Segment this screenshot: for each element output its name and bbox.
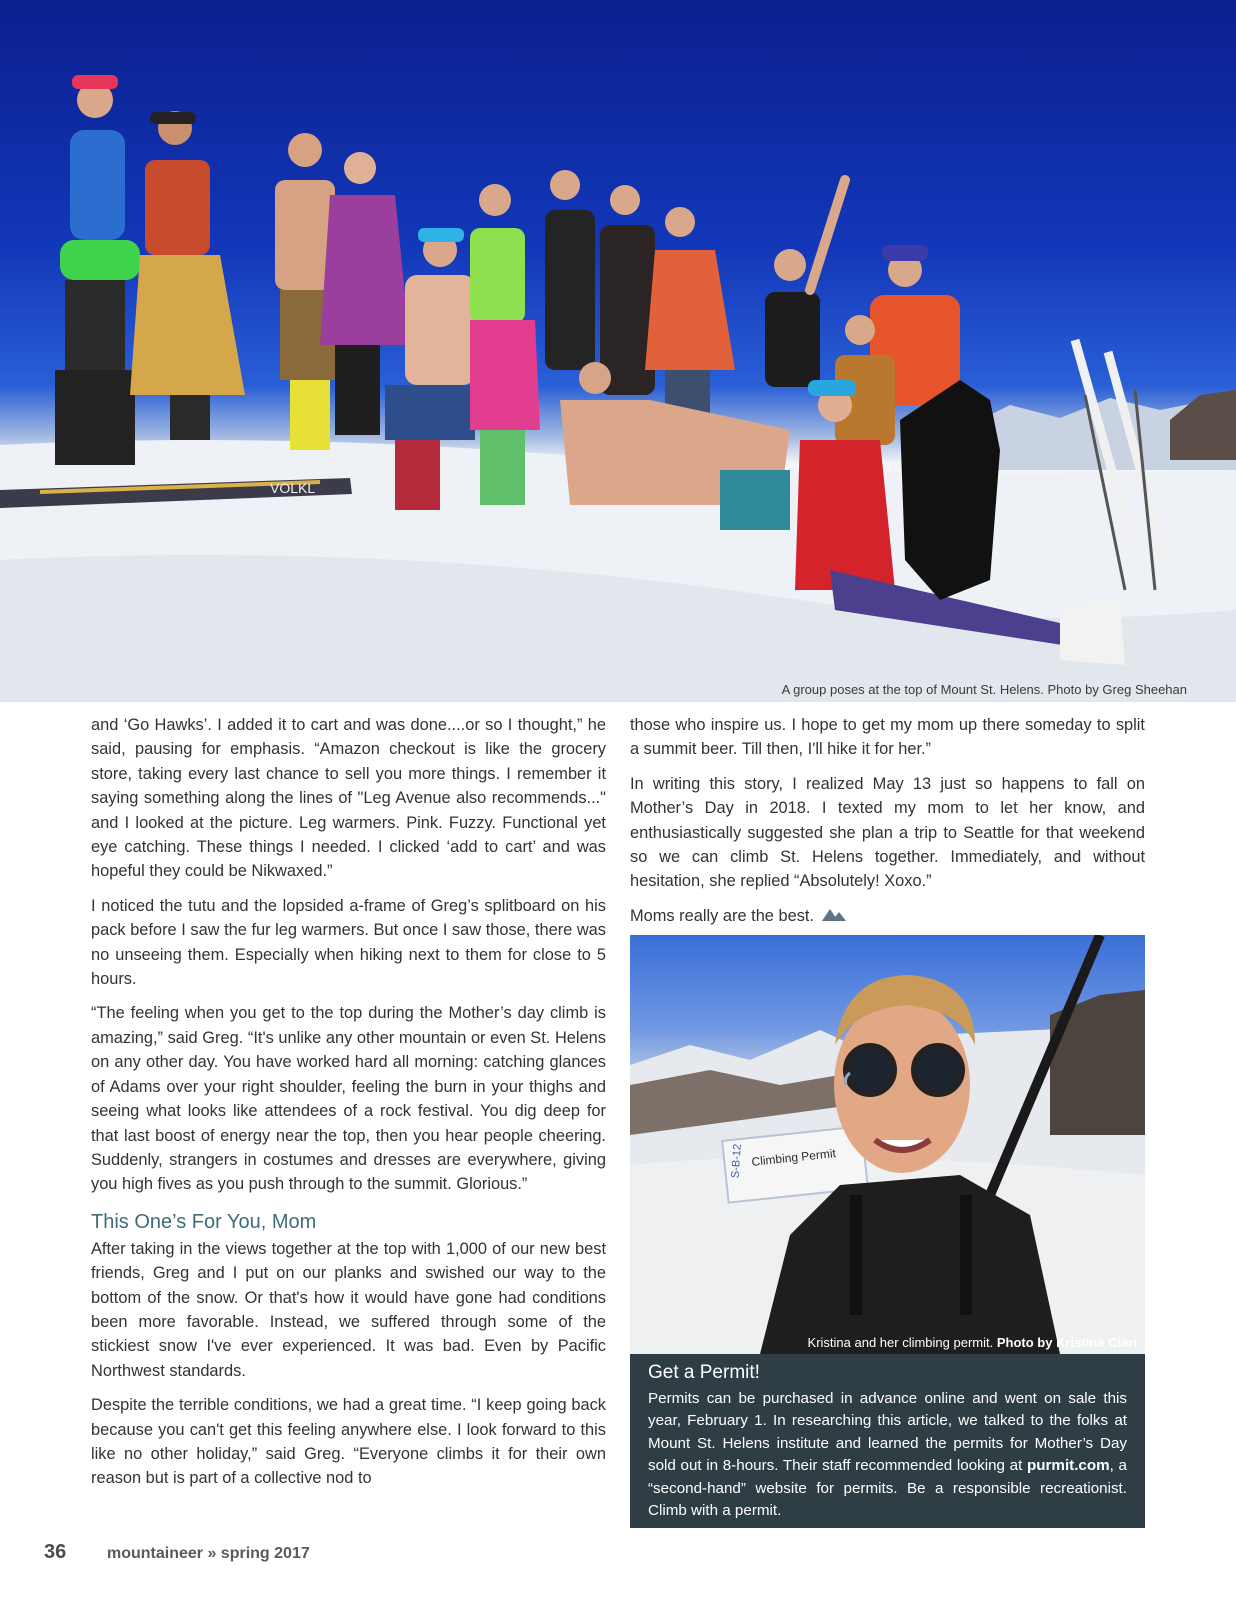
inset-caption [808, 1335, 1137, 1350]
body-paragraph: After taking in the views together at the top with 1,000 of our new best friends, Greg and I put on our planks and swished our way to the bottom of the snow. Or that's how it would have gone had conditions been more favorable. Instead, we suffered through some of the stickiest snow I've ever experienced. It was bad. Even by Pacific Northwest standards. [91, 1239, 606, 1380]
sidebar-title: Get a Permit! [648, 1362, 760, 1383]
body-paragraph: Despite the terrible conditions, we had a great time. “I keep going back because you can't get this feeling anywhere else. I look forward to this like no other holiday,” said Greg. “Everyone climbs it for their own reason but is part of a collective nod to [91, 1396, 606, 1488]
body-paragraph: “The feeling when you get to the top during the Mother’s day climb is amazing,” said Greg. “It's unlike any other mountain or even St. Helens on any other day. You have worked hard all morning: catching glances of Adams over your right shoulder, feeling the burn in your thighs and seeing what looks like attendees of a rock festival. You dig deep for that last boost of energy near the top, then you hear people cheering. Suddenly, strangers in costumes and dresses are everywhere, giving you high fives as you push through to the summit. Glorious.” [91, 1004, 606, 1194]
closing-paragraph [630, 904, 1145, 929]
page-number: 36 [44, 1541, 67, 1563]
hero-photo [0, 0, 1236, 702]
body-paragraph: I noticed the tutu and the lopsided a-frame of Greg’s splitboard on his pack before I saw the fur leg warmers. But once I saw those, there was no unseeing them. Especially when hiking next to them for close to 5 hours. [91, 896, 606, 989]
permit-label: Climbing Permit [750, 1146, 837, 1169]
inset-caption-credit: Photo by Kristina Ciari [996, 1335, 1137, 1350]
closing-text: Moms really are the best. [630, 906, 815, 925]
inset-photo-art [630, 935, 1145, 1354]
section-subhead: This One’s For You, Mom [91, 1210, 317, 1233]
left-column [91, 713, 606, 1501]
sidebar-text-after: , a “second-hand” website for permits. Be a responsible recreationist. Climb with a permit. [648, 1457, 1127, 1520]
sidebar-text-before: Permits can be purchased in advance online and went on sale this year, February 1. In researching this article, we talked to the folks at Mount St. Helens institute and learned the permits for Mother’s Day sold out in 8-hours. Their staff recommended looking at [648, 1390, 1127, 1475]
permit-code: S-B-12 [729, 1143, 744, 1179]
inset-photo [630, 935, 1145, 1354]
right-column [630, 713, 1145, 939]
hero-caption: A group poses at the top of Mount St. Helens. Photo by Greg Sheehan [781, 682, 1187, 697]
body-paragraph: those who inspire us. I hope to get my mom up there someday to split a summit beer. Till then, I'll hike it for her.” [630, 716, 1145, 759]
permit-sidebar [630, 1354, 1145, 1528]
purmit-link[interactable]: purmit.com [1026, 1457, 1110, 1475]
inset-caption-text: Kristina and her climbing permit. [807, 1335, 994, 1350]
body-paragraph: and ‘Go Hawks’. I added it to cart and was done....or so I thought,” he said, pausing for emphasis. “Amazon checkout is like the grocery store, taking every last chance to sell you more things. I remember it saying something along the lines of "Leg Avenue also recommends..." and I looked at the picture. Leg warmers. Pink. Fuzzy. Functional yet eye catching. These things I needed. I clicked ‘add to cart’ and was hopeful they could be Nikwaxed.” [91, 716, 606, 881]
ski-brand-label: VOLKL [270, 480, 316, 496]
ski-brand-layer [0, 0, 1236, 702]
sidebar-text [648, 1388, 1127, 1522]
mountain-end-icon [822, 904, 848, 928]
running-title: mountaineer » spring 2017 [107, 1545, 310, 1562]
body-paragraph: In writing this story, I realized May 13 just so happens to fall on Mother’s Day in 2018. I texted my mom to let her know, and enthusiastically suggested she plan a trip to Seattle for that weekend so we can climb St. Helens together. Immediately, and without hesitation, she replied “Absolutely! Xoxo.” [630, 774, 1145, 891]
